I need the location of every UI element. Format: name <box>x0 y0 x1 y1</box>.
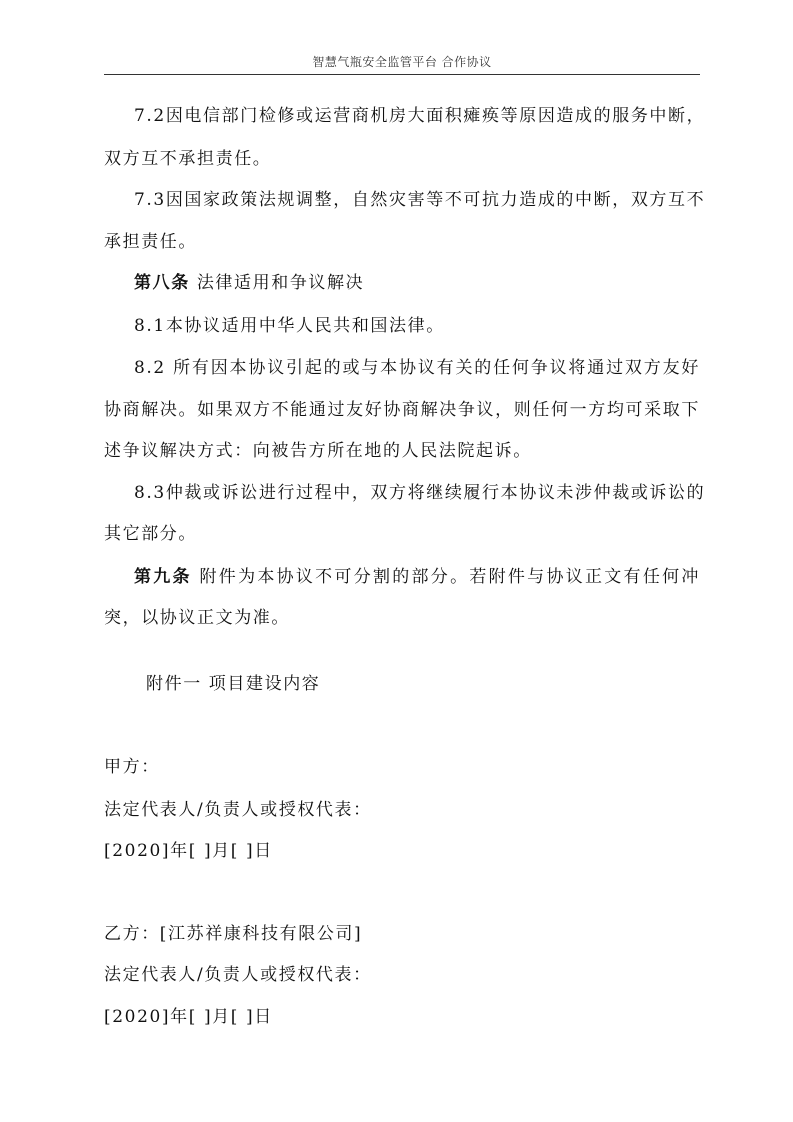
attachment-title: 附件一 项目建设内容 <box>146 674 321 694</box>
article-9-heading: 第九条 <box>134 567 192 587</box>
party-a-label: 甲方： <box>104 757 160 777</box>
party-a-date: [2020]年[ ]月[ ]日 <box>104 841 273 861</box>
article-8-title: 法律适用和争议解决 <box>196 273 365 293</box>
clause-8-3-line1: 8.3仲裁或诉讼进行过程中，双方将继续履行本协议未涉仲裁或诉讼的 <box>134 483 706 503</box>
page-header: 智慧气瓶安全监管平台 合作协议 <box>104 52 700 75</box>
clause-8-2-line1: 8.2 所有因本协议引起的或与本协议有关的任何争议将通过双方友好 <box>134 358 700 378</box>
article-9-text: 附件为本协议不可分割的部分。若附件与协议正文有任何冲 <box>199 567 700 587</box>
clause-8-3-line2: 其它部分。 <box>104 524 197 544</box>
article-9-line2: 突，以协议正文为准。 <box>104 608 290 628</box>
clause-7-2-line2: 双方互不承担责任。 <box>104 149 272 169</box>
article-8-heading-line <box>134 271 700 295</box>
party-b-label: 乙方：[江苏祥康科技有限公司] <box>104 924 363 944</box>
clause-7-3-line1: 7.3因国家政策法规调整，自然灾害等不可抗力造成的中断，双方互不 <box>134 190 706 210</box>
article-8-heading: 第八条 <box>134 273 190 293</box>
clause-8-2-line3: 述争议解决方式：向被告方所在地的人民法院起诉。 <box>104 441 532 461</box>
party-a-representative: 法定代表人/负责人或授权代表： <box>104 800 372 820</box>
clause-7-3-line2: 承担责任。 <box>104 232 197 252</box>
party-b-date: [2020]年[ ]月[ ]日 <box>104 1007 273 1027</box>
party-b-representative: 法定代表人/负责人或授权代表： <box>104 965 372 985</box>
clause-8-1: 8.1本协议适用中华人民共和国法律。 <box>134 316 445 336</box>
clause-8-2-line2: 协商解决。如果双方不能通过友好协商解决争议，则任何一方均可采取下 <box>104 400 700 420</box>
article-9-line1 <box>134 565 700 589</box>
clause-7-2-line1: 7.2因电信部门检修或运营商机房大面积瘫痪等原因造成的服务中断， <box>134 106 706 126</box>
